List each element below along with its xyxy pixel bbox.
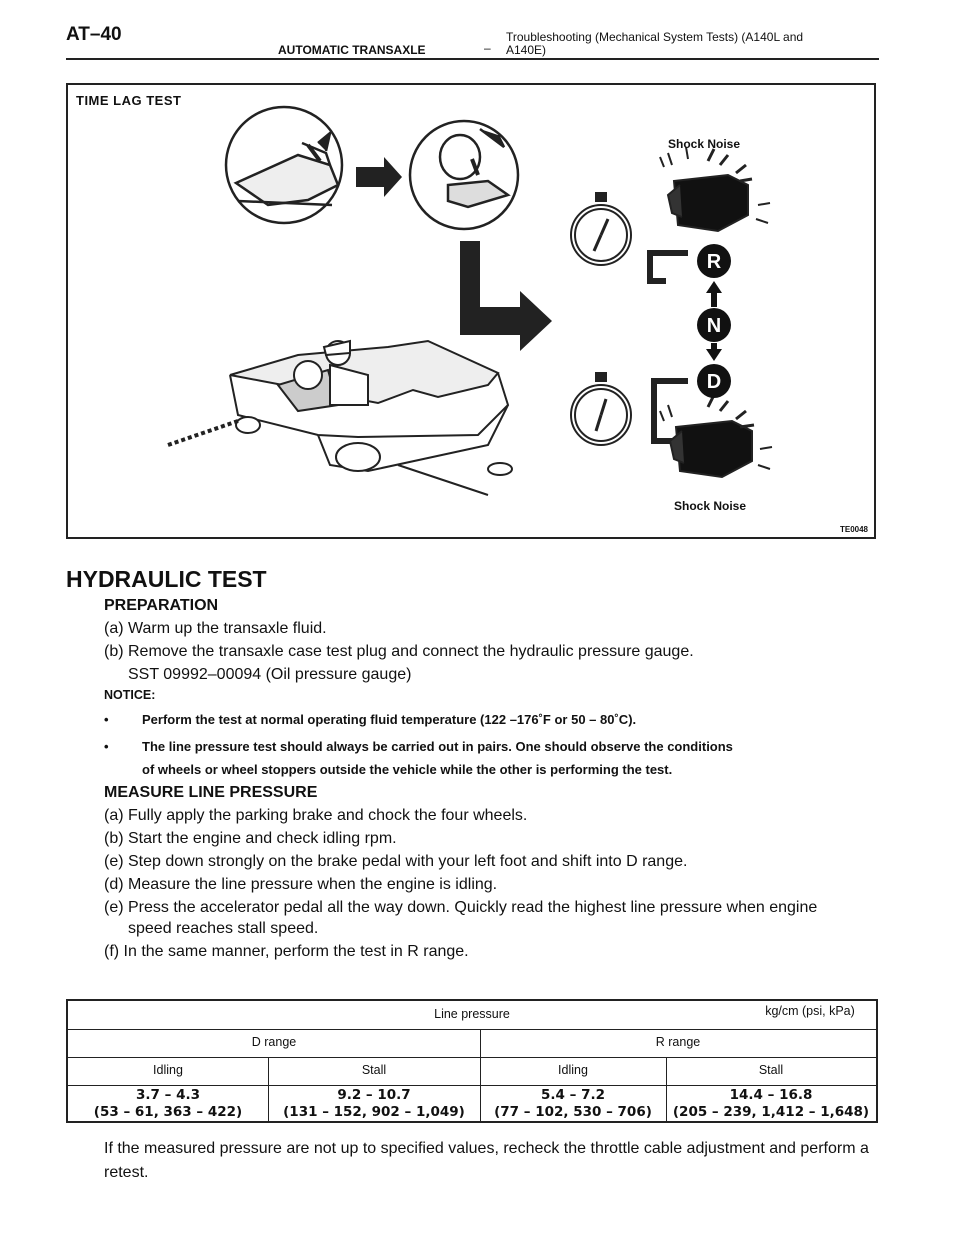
- measure-step-c: (e) Step down strongly on the brake pedal with your left foot and shift into D range.: [104, 853, 688, 870]
- page-code: AT–40: [66, 24, 122, 45]
- stopwatch-bottom-illustration: [571, 373, 631, 445]
- table-cell: 9.2 – 10.7 (131 – 152, 902 – 1,049): [283, 1087, 465, 1120]
- arrow-right-icon: [356, 157, 402, 197]
- shock-noise-bottom-label: Shock Noise: [674, 499, 747, 513]
- table-cell: 3.7 – 4.3 (53 – 61, 363 – 422): [93, 1087, 243, 1120]
- car-illustration: [168, 341, 512, 495]
- col-d-idling: Idling: [153, 1063, 183, 1077]
- line-pressure-table: [66, 999, 878, 1123]
- prep-step-b: (b) Remove the transaxle case test plug and connect the hydraulic pressure gauge.: [104, 643, 694, 660]
- measure-step-b: (b) Start the engine and check idling rpm.: [104, 830, 397, 847]
- bullet-dot: •: [104, 739, 109, 754]
- brake-pedal-illustration: [410, 121, 518, 229]
- table-cell: 14.4 – 16.8 (205 – 239, 1,412 – 1,648): [672, 1087, 870, 1120]
- arrow-down-icon: [706, 343, 722, 361]
- transaxle-bottom-illustration: [660, 395, 772, 477]
- measure-step-f: (f) In the same manner, perform the test in R range.: [104, 943, 469, 960]
- notice-item-1: Perform the test at normal operating fluid temperature (122 –176˚F or 50 – 80˚C).: [142, 712, 637, 727]
- l-arrow-icon: [460, 241, 552, 351]
- figure-title: TIME LAG TEST: [76, 93, 182, 108]
- shock-noise-top-label: Shock Noise: [668, 137, 741, 151]
- d-range-header: D range: [251, 1035, 297, 1049]
- col-r-idling: Idling: [558, 1063, 588, 1077]
- measure-step-e-cont: speed reaches stall speed.: [128, 920, 319, 937]
- measure-step-a: (a) Fully apply the parking brake and chock the four wheels.: [104, 807, 528, 824]
- header-rule: [66, 58, 879, 60]
- notice-item-2-cont: of wheels or wheel stoppers outside the vehicle while the other is performing the test.: [142, 762, 673, 777]
- gear-d-label: D: [706, 371, 722, 393]
- col-d-stall: Stall: [361, 1063, 387, 1077]
- measure-step-e: (e) Press the accelerator pedal all the way down. Quickly read the highest line pressure when engine: [104, 899, 818, 916]
- section-heading: HYDRAULIC TEST: [66, 566, 267, 592]
- gear-n-label: N: [706, 315, 722, 337]
- table-unit: kg/cm (psi, kPa): [765, 1004, 855, 1018]
- prep-step-a: (a) Warm up the transaxle fluid.: [104, 620, 327, 637]
- notice-item-2: The line pressure test should always be carried out in pairs. One should observe the conditions: [142, 739, 733, 754]
- prep-step-sst: SST 09992–00094 (Oil pressure gauge): [128, 666, 412, 683]
- figure-code: TE0048: [839, 525, 868, 534]
- notice-label: NOTICE:: [104, 688, 156, 702]
- col-r-stall: Stall: [758, 1063, 784, 1077]
- section-name: AUTOMATIC TRANSAXLE: [278, 43, 426, 57]
- measure-step-d: (d) Measure the line pressure when the engine is idling.: [104, 876, 498, 893]
- bracket-top: [650, 253, 688, 281]
- header-separator: –: [484, 41, 491, 55]
- table-title: Line pressure: [434, 1007, 510, 1021]
- measure-heading: MEASURE LINE PRESSURE: [104, 784, 318, 801]
- arrow-up-icon: [706, 281, 722, 307]
- preparation-heading: PREPARATION: [104, 597, 219, 614]
- shift-lever-illustration: [226, 107, 342, 223]
- bullet-dot: •: [104, 712, 109, 727]
- stopwatch-top-illustration: [571, 193, 631, 265]
- time-lag-illustration: [68, 85, 874, 537]
- r-range-header: R range: [655, 1035, 701, 1049]
- footer-note: If the measured pressure are not up to specified values, recheck the throttle cable adjustment and perform a retest.: [104, 1140, 869, 1181]
- table-cell: 5.4 – 7.2 (77 – 102, 530 – 706): [494, 1087, 652, 1120]
- time-lag-test-figure: [66, 83, 876, 539]
- header-title: Troubleshooting (Mechanical System Tests) (A140L and A140E): [506, 30, 804, 57]
- transaxle-top-illustration: [660, 147, 770, 231]
- gear-r-label: R: [706, 251, 722, 273]
